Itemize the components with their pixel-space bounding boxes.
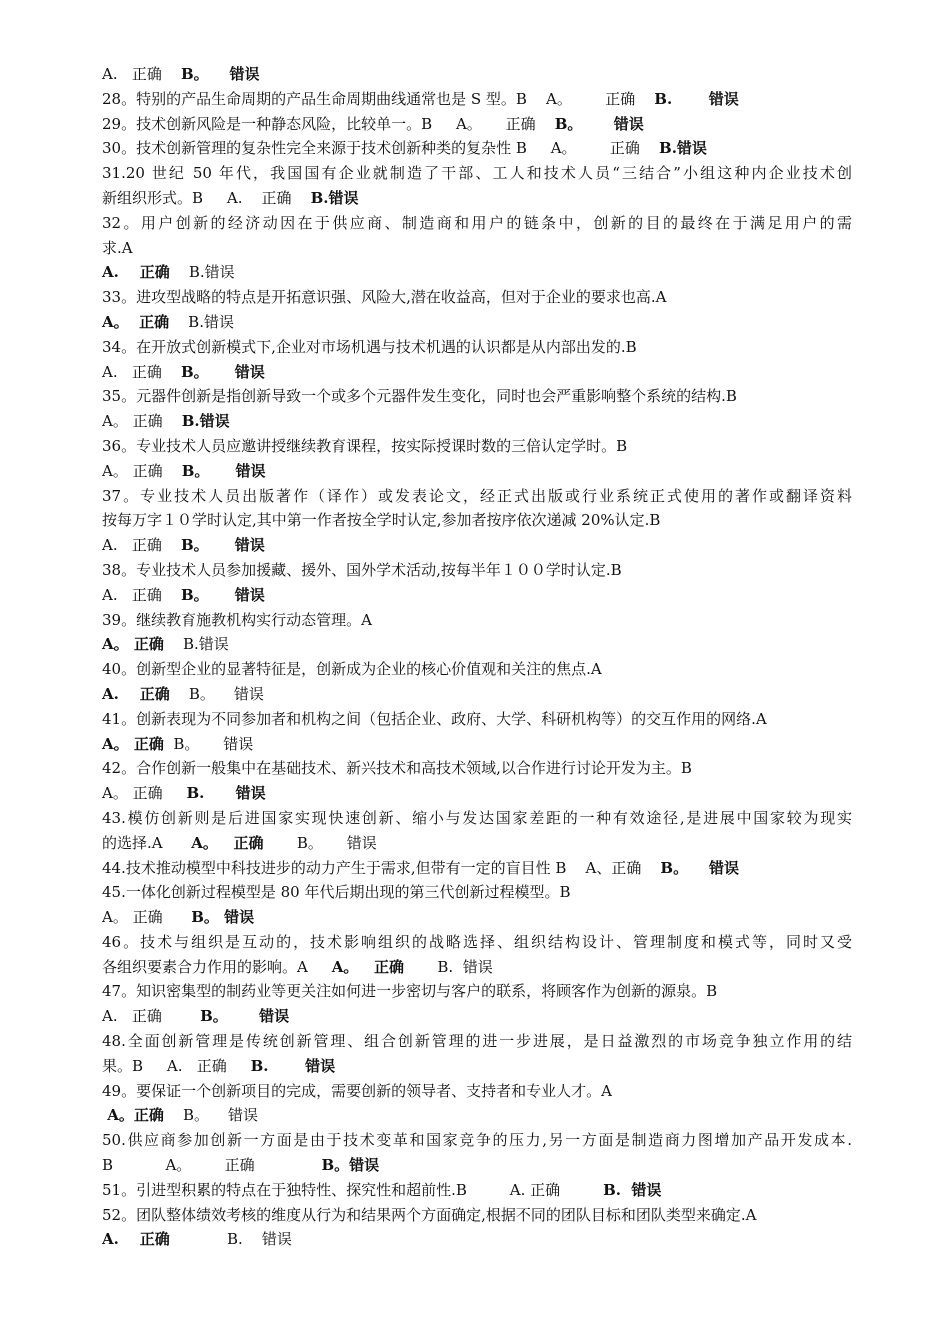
text-segment: A。 正确	[102, 461, 182, 480]
text-segment: B.错误	[169, 263, 235, 282]
text-line	[102, 905, 852, 930]
text-segment: 39。继续教育施教机构实行动态管理。A	[102, 610, 372, 629]
text-line	[102, 1054, 852, 1079]
text-line	[102, 856, 852, 881]
bold-text-segment: B. 错误	[186, 784, 266, 803]
question-list	[102, 62, 852, 1252]
bold-text-segment: B. 错误	[250, 1056, 336, 1075]
text-line	[102, 508, 852, 533]
text-line	[102, 434, 852, 459]
text-line	[102, 1203, 852, 1228]
text-segment: 31.20 世纪 50 年代，我国国有企业就制造了干部、工人和技术人员“三结合”小组这种内企业技术创	[102, 164, 852, 183]
bold-text-segment: B.错误	[181, 412, 230, 431]
text-segment: 求.A	[102, 238, 133, 257]
text-line	[102, 533, 852, 558]
bold-text-segment: A. 正确	[102, 1230, 170, 1249]
bold-text-segment: B.错误	[310, 188, 359, 207]
text-line	[102, 384, 852, 409]
text-segment: 52。团队整体绩效考核的维度从行为和结果两个方面确定,根据不同的团队目标和团队类型来确定.A	[102, 1205, 757, 1224]
text-line	[102, 409, 852, 434]
text-segment: A. 正确	[102, 536, 181, 555]
text-line	[102, 62, 852, 87]
text-segment: 按每万字１０学时认定,其中第一作者按全学时认定,参加者按序依次递减 20%认定.B	[102, 511, 661, 530]
text-segment: 新组织形式。B A. 正确	[102, 188, 311, 207]
text-line	[102, 211, 852, 236]
text-segment: B A。 正确	[102, 1156, 322, 1175]
text-line	[102, 608, 852, 633]
text-line	[102, 484, 852, 509]
text-line	[102, 459, 852, 484]
text-segment: 各组织要素合力作用的影响。A	[102, 957, 332, 976]
text-segment: 35。元器件创新是指创新导致一个或多个元器件发生变化，同时也会严重影响整个系统的结构.B	[102, 387, 737, 406]
bold-text-segment: B。 错误	[180, 585, 265, 604]
text-line	[102, 707, 852, 732]
text-segment: 33。进攻型战略的特点是开拓意识强、风险大,潜在收益高，但对于企业的要求也高.A	[102, 288, 667, 307]
text-line	[102, 1227, 852, 1252]
text-line	[102, 161, 852, 186]
text-segment: 50.供应商参加创新一方面是由于技术变革和国家竞争的压力,另一方面是制造商力图增加产品开发成本.	[102, 1131, 852, 1150]
bold-text-segment: B。 错误	[200, 1007, 290, 1026]
text-line	[102, 335, 852, 360]
bold-text-segment: A。 正确	[102, 312, 170, 331]
text-line	[102, 632, 852, 657]
text-line	[102, 657, 852, 682]
text-line	[102, 1128, 852, 1153]
text-segment: A. 正确	[102, 585, 181, 604]
text-segment: 47。知识密集型的制药业等更关注如何进一步密切与客户的联系，将顾客作为创新的源泉。B	[102, 982, 718, 1001]
text-segment: 29。技术创新风险是一种静态风险，比较单一。B A。 正确	[102, 114, 555, 133]
bold-text-segment: A。 正确	[102, 734, 164, 753]
bold-text-segment: A. 正确	[102, 263, 170, 282]
text-segment: 41。创新表现为不同参加者和机构之间（包括企业、政府、大学、科研机构等）的交互作用的网络.A	[102, 709, 767, 728]
text-line	[102, 756, 852, 781]
text-segment: A. 正确	[102, 65, 181, 83]
text-segment: 30。技术创新管理的复杂性完全来源于技术创新种类的复杂性 B A。 正确	[102, 139, 660, 158]
text-line	[102, 1178, 852, 1203]
text-line	[102, 1079, 852, 1104]
text-segment: 42。合作创新一般集中在基础技术、新兴技术和高技术领域,以合作进行讨论开发为主。B	[102, 759, 692, 778]
bold-text-segment: B。错误	[321, 1156, 380, 1175]
text-segment: A。 正确	[102, 412, 182, 431]
text-line	[102, 806, 852, 831]
bold-text-segment: B.错误	[659, 139, 707, 158]
text-segment: B。 错误	[163, 734, 254, 753]
text-segment: 43.模仿创新则是后进国家实现快速创新、缩小与发达国家差距的一种有效途径,是进展中国家较为现实	[102, 808, 852, 827]
text-segment: 49。要保证一个创新项目的完成，需要创新的领导者、支持者和专业人才。A	[102, 1081, 612, 1100]
bold-text-segment: B。 错误	[191, 908, 255, 927]
text-segment: 40。创新型企业的显著特征是，创新成为企业的核心价值观和关注的焦点.A	[102, 660, 602, 679]
text-line	[102, 136, 852, 161]
text-line	[102, 1103, 852, 1128]
text-segment: B. 错误	[169, 1230, 292, 1249]
bold-text-segment: B. 错误	[654, 89, 739, 108]
text-line	[102, 1004, 852, 1029]
bold-text-segment: B。 错误	[554, 114, 644, 133]
bold-text-segment: B. 错误	[603, 1180, 662, 1199]
text-segment: B.错误	[169, 312, 234, 331]
text-segment: 44.技术推动模型中科技进步的动力产生于需求,但带有一定的盲目性 B A、正确	[102, 858, 661, 877]
bold-text-segment: A。正确	[102, 1106, 164, 1125]
text-line	[102, 979, 852, 1004]
bold-text-segment: A。 正确	[331, 957, 404, 976]
text-segment: 28。特别的产品生命周期的产品生命周期曲线通常也是 S 型。B A。 正确	[102, 89, 655, 108]
text-line	[102, 1029, 852, 1054]
text-segment: 32。用户创新的经济动因在于供应商、制造商和用户的链条中，创新的目的最终在于满足用户的需	[102, 213, 852, 232]
text-segment: B。 错误	[169, 684, 264, 703]
bold-text-segment: A. 正确	[102, 684, 170, 703]
bold-text-segment: B。 错误	[180, 536, 265, 555]
text-line	[102, 930, 852, 955]
text-line	[102, 880, 852, 905]
text-line	[102, 682, 852, 707]
text-line	[102, 955, 852, 980]
bold-text-segment: B。 错误	[660, 858, 739, 877]
text-segment: A. 正确	[102, 362, 181, 381]
text-line	[102, 558, 852, 583]
text-segment: B.错误	[163, 635, 229, 654]
text-segment: 果。B A. 正确	[102, 1056, 251, 1075]
text-segment: 46。技术与组织是互动的，技术影响组织的战略选择、组织结构设计、管理制度和模式等，同时又受	[102, 932, 852, 951]
text-line	[102, 186, 852, 211]
text-segment: 37。专业技术人员出版著作（译作）或发表论文，经正式出版或行业系统正式使用的著作或翻译资料	[102, 486, 852, 505]
text-line	[102, 112, 852, 137]
text-segment: A。 正确	[102, 908, 192, 927]
text-line	[102, 310, 852, 335]
text-line	[102, 285, 852, 310]
text-line	[102, 87, 852, 112]
text-line	[102, 781, 852, 806]
text-line	[102, 583, 852, 608]
text-line	[102, 236, 852, 261]
bold-text-segment: A。 正确	[102, 635, 164, 654]
text-segment: 38。专业技术人员参加援藏、援外、国外学术活动,按每半年１００学时认定.B	[102, 560, 622, 579]
text-segment: B. 错误	[404, 957, 493, 976]
bold-text-segment: B。 错误	[180, 65, 260, 83]
text-segment: 36。专业技术人员应邀讲授继续教育课程，按实际授课时数的三倍认定学时。B	[102, 436, 628, 455]
text-line	[102, 831, 852, 856]
text-segment: 51。引进型积累的特点在于独特性、探究性和超前性.B A. 正确	[102, 1180, 604, 1199]
text-segment: 48.全面创新管理是传统创新管理、组合创新管理的进一步进展，是日益激烈的市场竞争独立作用的结	[102, 1032, 852, 1051]
text-segment: 34。在开放式创新模式下,企业对市场机遇与技术机遇的认识都是从内部出发的.B	[102, 337, 637, 356]
text-line	[102, 732, 852, 757]
text-segment: B。 错误	[163, 1106, 259, 1125]
text-segment: 的选择.A	[102, 833, 192, 852]
text-segment: B。 错误	[263, 833, 377, 852]
text-line	[102, 1153, 852, 1178]
bold-text-segment: B。 错误	[181, 461, 266, 480]
bold-text-segment: A。 正确	[191, 833, 264, 852]
text-segment: A。 正确	[102, 784, 187, 803]
text-segment: 45.一体化创新过程模型是 80 年代后期出现的第三代创新过程模型。B	[102, 883, 571, 902]
bold-text-segment: B。 错误	[180, 362, 265, 381]
text-line	[102, 260, 852, 285]
text-segment: A. 正确	[102, 1007, 201, 1026]
text-line	[102, 360, 852, 385]
